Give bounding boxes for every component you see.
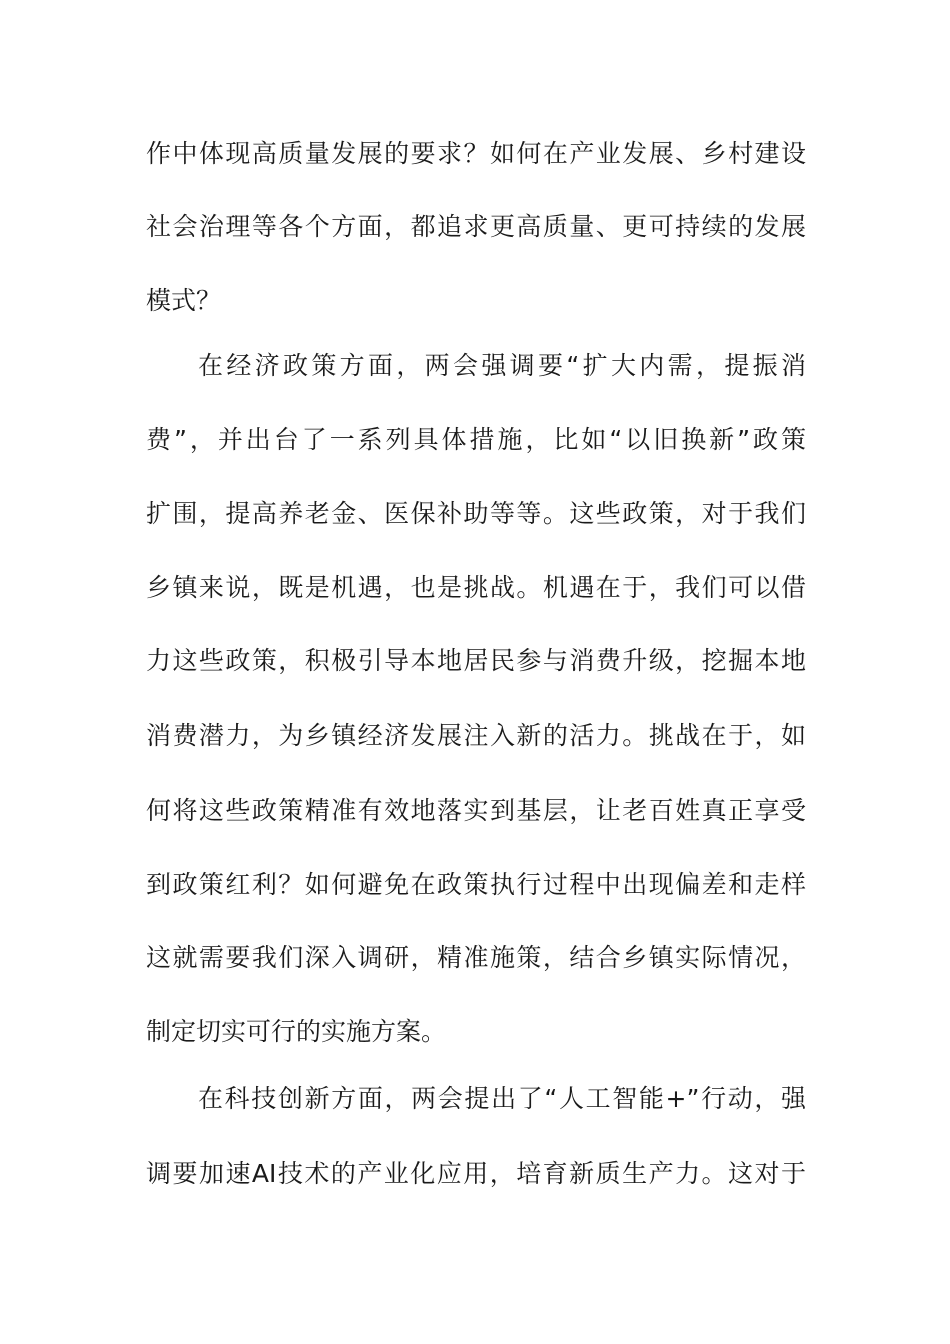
paragraph-line: 在经济政策方面，两会强调要“扩大内需，提振消 xyxy=(198,351,806,380)
paragraph-line: 到政策红利？如何避免在政策执行过程中出现偏差和走样 xyxy=(146,870,806,899)
paragraph-line: 调要加速AI技术的产业化应用，培育新质生产力。这对于 xyxy=(146,1159,806,1188)
paragraph-line: 社会治理等各个方面，都追求更高质量、更可持续的发展 xyxy=(146,212,806,241)
paragraph-line: 作中体现高质量发展的要求？如何在产业发展、乡村建设 xyxy=(146,139,806,168)
paragraph-line: 扩围，提高养老金、医保补助等等。这些政策，对于我们 xyxy=(146,499,806,528)
paragraph-line: 乡镇来说，既是机遇，也是挑战。机遇在于，我们可以借 xyxy=(146,573,806,602)
paragraph-line: 在科技创新方面，两会提出了“人工智能+”行动，强 xyxy=(198,1084,806,1113)
paragraph-line: 制定切实可行的实施方案。 xyxy=(146,1017,447,1046)
paragraph-line: 费”，并出台了一系列具体措施，比如“以旧换新”政策 xyxy=(146,425,806,454)
paragraph-line: 力这些政策，积极引导本地居民参与消费升级，挖掘本地 xyxy=(146,646,806,675)
paragraph-line: 这就需要我们深入调研，精准施策，结合乡镇实际情况， xyxy=(146,943,806,972)
paragraph-line: 模式？ xyxy=(146,286,222,315)
paragraph-line: 消费潜力，为乡镇经济发展注入新的活力。挑战在于，如 xyxy=(146,721,806,750)
paragraph-line: 何将这些政策精准有效地落实到基层，让老百姓真正享受 xyxy=(146,796,806,825)
